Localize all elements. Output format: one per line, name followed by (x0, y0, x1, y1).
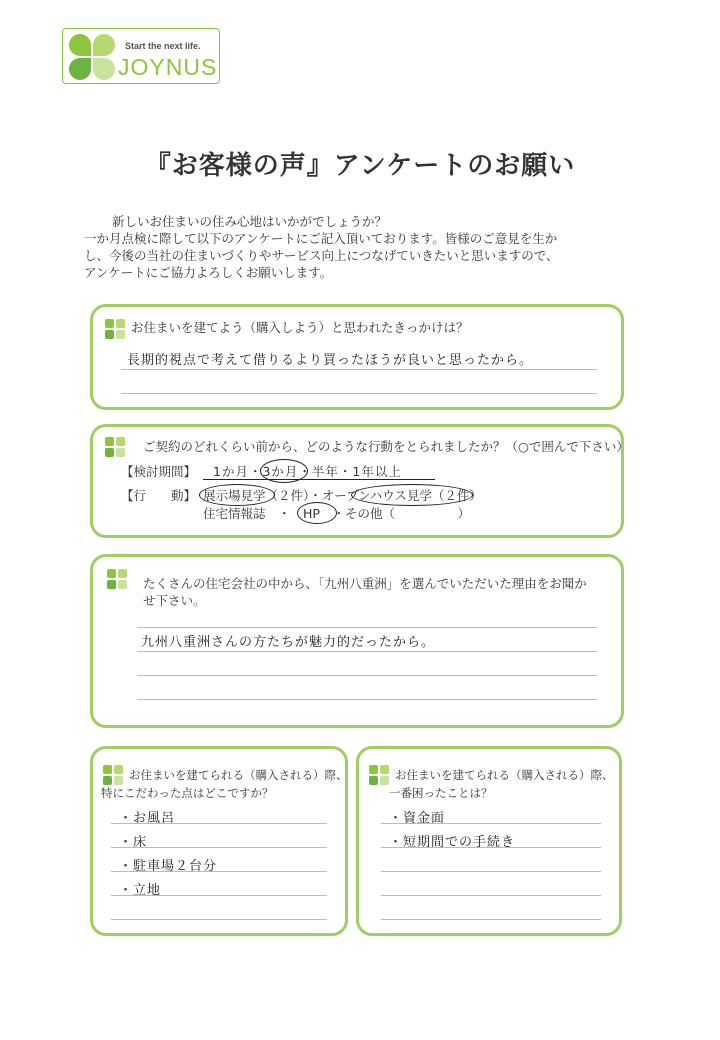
action-options[interactable]: 展示場見学（２件）・オープンハウス見学（２件） (203, 488, 482, 503)
question-box-motivation (90, 304, 624, 410)
selected-circle-mark (199, 484, 275, 506)
answer-line (381, 823, 601, 824)
answer-line (137, 627, 597, 628)
answer-line (121, 393, 597, 394)
answer-item[interactable]: ・お風呂 (119, 811, 176, 826)
question-text: ご契約のどれくらい前から、どのような行動をとられましたか？（○で囲んで下さい） (143, 439, 629, 454)
question-text: お住まいを建てられる（購入される）際、 (395, 768, 614, 782)
logo-tagline: Start the next life. (125, 41, 201, 51)
logo-brand: JOYNUS (118, 54, 218, 80)
clover-leaf-icon (69, 34, 91, 56)
intro-line: アンケートにご協力よろしくお願いします。 (84, 265, 333, 280)
answer-line (137, 675, 597, 676)
answer-text[interactable]: 長期的視点で考えて借りるより買ったほうが良いと思ったから。 (127, 353, 534, 368)
answer-line (381, 895, 601, 896)
intro-line: し、今後の当社の住まいづくりやサービス向上につなげていきたいと思いますので、 (84, 248, 559, 263)
answer-line (111, 871, 327, 872)
question-text: たくさんの住宅会社の中から、「九州八重洲」を選んでいただいた理由をお聞か (143, 576, 587, 591)
question-text: お住まいを建てよう（購入しよう）と思われたきっかけは？ (131, 320, 469, 335)
answer-line (111, 823, 327, 824)
answer-item[interactable]: ・駐車場２台分 (119, 859, 218, 874)
clover-leaf-icon (93, 34, 115, 56)
question-box-priorities (90, 746, 348, 936)
answer-line (137, 651, 597, 652)
joynus-logo (62, 28, 220, 84)
answer-item[interactable]: ・短期間での手続き (389, 835, 516, 850)
page-title: 『お客様の声』アンケートのお願い (144, 151, 576, 181)
answer-line (121, 369, 597, 370)
answer-line (203, 479, 435, 480)
intro-line: 一か月点検に際して以下のアンケートにご記入頂いております。皆様のご意見を生か (84, 231, 558, 246)
answer-line (381, 871, 601, 872)
answer-item[interactable]: ・立地 (119, 883, 162, 898)
clover-leaf-icon (69, 58, 91, 80)
period-options[interactable]: 1か月・3か月・半年・1年以上 (213, 464, 402, 479)
answer-item[interactable]: ・資金面 (389, 811, 446, 826)
intro-line: 新しいお住まいの住み心地はいかがでしょうか？ (112, 214, 388, 229)
answer-line (137, 699, 597, 700)
question-box-timeline (90, 424, 629, 538)
clover-icon (107, 569, 127, 589)
answer-text[interactable]: 九州八重洲さんの方たちが魅力的だったから。 (141, 635, 436, 650)
selected-circle-mark (351, 484, 473, 506)
question-box-reason (90, 554, 624, 728)
intro-paragraph (84, 213, 618, 281)
answer-line (381, 919, 601, 920)
clover-icon (105, 319, 125, 339)
clover-icon (369, 765, 389, 785)
period-label: 【検討期間】 (121, 464, 197, 479)
question-text: 特にこだわった点はどこですか？ (101, 786, 274, 800)
answer-line (381, 847, 601, 848)
clover-icon (103, 765, 123, 785)
question-text: お住まいを建てられる（購入される）際、 (129, 768, 348, 782)
clover-leaf-icon (93, 58, 115, 80)
answer-line (111, 895, 327, 896)
clover-icon (105, 437, 125, 457)
question-box-difficulties (356, 746, 622, 936)
answer-item[interactable]: ・床 (119, 835, 148, 850)
question-text: 一番困ったことは？ (389, 786, 493, 800)
action-label: 【行 動】 (121, 488, 197, 503)
action-options[interactable]: 住宅情報誌 ・ HP ・その他（ ） (203, 506, 470, 521)
answer-line (111, 919, 327, 920)
answer-line (111, 847, 327, 848)
selected-circle-mark (297, 502, 337, 524)
question-text: せ下さい。 (143, 593, 206, 608)
